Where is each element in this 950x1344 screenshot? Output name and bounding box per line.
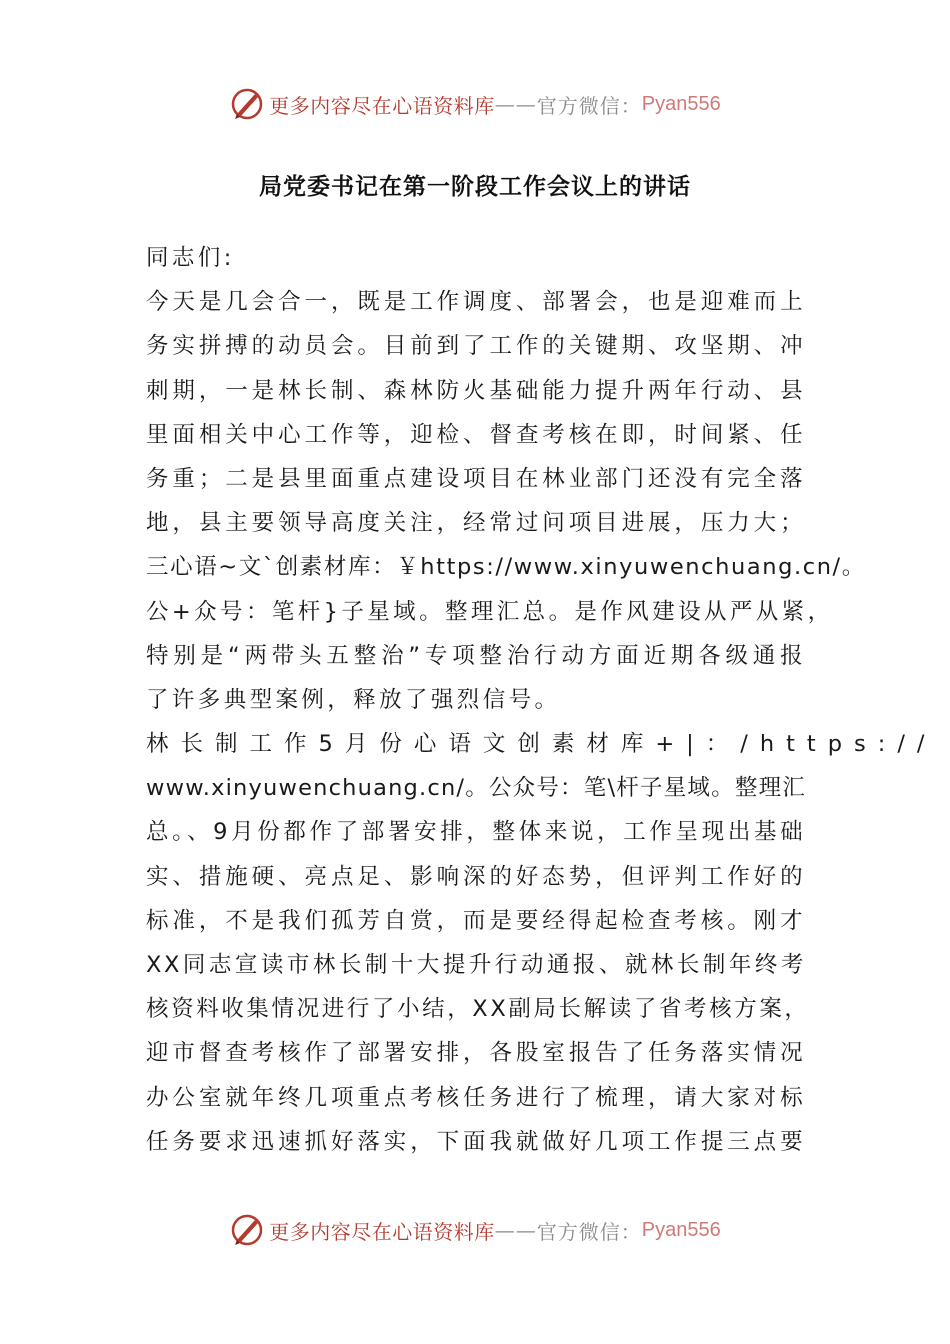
- banner-wechat-id: Pyan556: [641, 92, 721, 115]
- banner-brand-text: 更多内容尽在心语资料库: [269, 1219, 495, 1244]
- body-line: XX同志宣读市林长制十大提升行动通报、就林长制年终考: [146, 952, 806, 978]
- body-line: 办公室就年终几项重点考核任务进行了梳理，请大家对标: [146, 1084, 806, 1111]
- salutation: 同志们:: [146, 245, 235, 271]
- document-title: 局党委书记在第一阶段工作会议上的讲话: [259, 174, 691, 200]
- body-line: 刺期，一是林长制、森林防火基础能力提升两年行动、县: [146, 377, 806, 404]
- body-line: 标准，不是我们孤芳自赏，而是要经得起检查考核。刚才: [146, 907, 806, 934]
- body-line: 三心语~文`创素材库：￥https://www.xinyuwenchuang.cn/。: [146, 554, 866, 581]
- body-line: 了许多典型案例，释放了强烈信号。: [146, 686, 561, 713]
- banner-wechat-label: 官方微信：: [536, 1219, 642, 1244]
- body-line: 公+众号：笔杆}子星域。整理汇总。是作风建设从严从紧，: [146, 598, 834, 625]
- banner-wechat-label: 官方微信：: [536, 93, 642, 118]
- body-line: 实、措施硬、亮点足、影响深的好态势，但评判工作好的: [146, 863, 806, 890]
- body-line: 总。、9月份都作了部署安排，整体来说，工作呈现出基础: [146, 819, 806, 846]
- body-line: 特别是“两带头五整治”专项整治行动方面近期各级通报: [146, 642, 806, 669]
- footer-banner: [0, 1210, 950, 1250]
- body-line: 地，县主要领导高度关注，经常过问项目进展，压力大；: [146, 510, 806, 537]
- banner-dash: ——: [494, 92, 537, 116]
- body-line: 任务要求迅速抓好落实，下面我就做好几项工作提三点要: [146, 1128, 806, 1155]
- banner-dash: ——: [494, 1218, 537, 1242]
- body-line: 今天是几会合一，既是工作调度、部署会，也是迎难而上: [146, 289, 806, 316]
- body-line: 务实拼搏的动员会。目前到了工作的关键期、攻坚期、冲: [146, 333, 806, 360]
- body-line: 林长制工作5月份心语文创素材库+|：/https://: [146, 731, 937, 758]
- pen-logo-icon: [229, 1212, 265, 1248]
- body-line: 核资料收集情况进行了小结，XX副局长解读了省考核方案，: [146, 996, 810, 1023]
- body-line: www.xinyuwenchuang.cn/。公众号：笔\杆子星域。整理汇: [146, 775, 806, 802]
- pen-logo-icon: [229, 86, 265, 122]
- body-line: 务重；二是县里面重点建设项目在林业部门还没有完全落: [146, 465, 806, 492]
- body-line: 迎市督查考核作了部署安排，各股室报告了任务落实情况: [146, 1040, 806, 1067]
- header-banner: [0, 84, 950, 124]
- document-body: [146, 236, 937, 1164]
- banner-wechat-id: Pyan556: [641, 1218, 721, 1241]
- banner-brand-text: 更多内容尽在心语资料库: [269, 93, 495, 118]
- body-line: 里面相关中心工作等，迎检、督查考核在即，时间紧、任: [146, 421, 806, 448]
